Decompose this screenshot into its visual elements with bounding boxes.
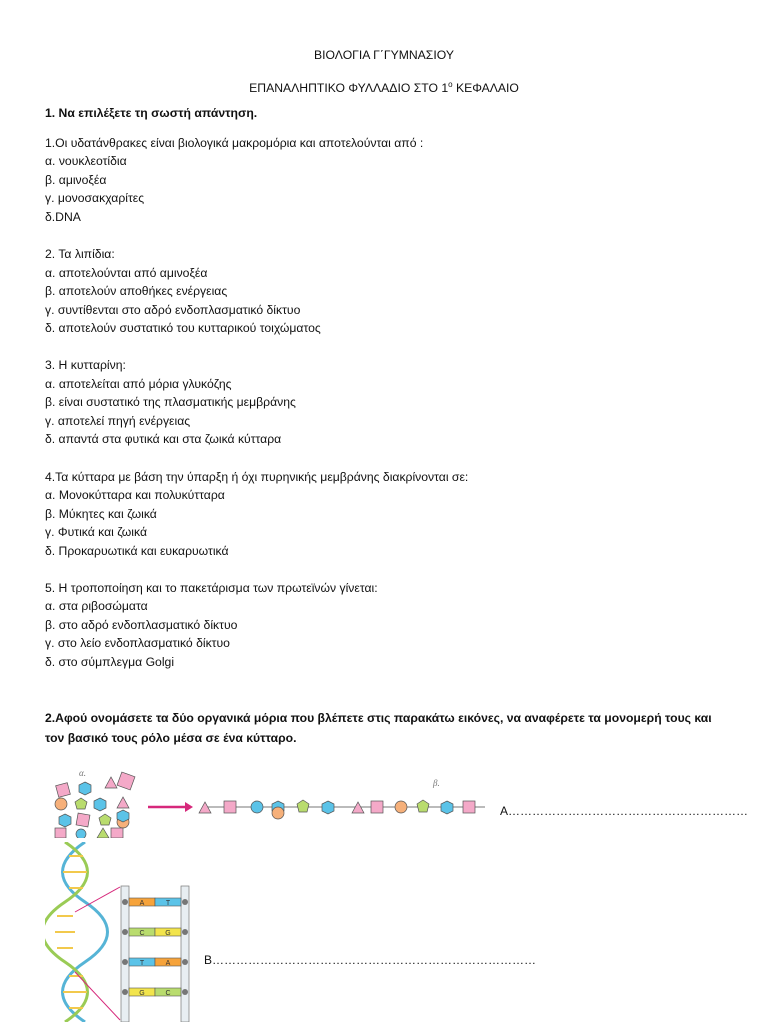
page-title: ΒΙΟΛΟΓΙΑ Γ΄ΓΥΜΝΑΣΙΟΥ [314, 48, 454, 62]
question-1: 1.Οι υδατάνθρακες είναι βιολογικά μακρομόρια και αποτελούνται από : [45, 136, 424, 150]
dna-double-helix [45, 842, 108, 1022]
polymer-chain [199, 800, 485, 819]
q2-option-b: β. αποτελούν αποθήκες ενέργειας [45, 284, 228, 298]
section1-heading: 1. Να επιλέξετε τη σωστή απάντηση. [45, 106, 258, 120]
answer-blank-a[interactable]: Α…………………………………………………… [500, 804, 749, 818]
monomer-cluster [55, 772, 135, 838]
dna-base-label: G [165, 930, 171, 937]
question-4: 4.Τα κύτταρα με βάση την ύπαρξη ή όχι πυρηνικής μεμβράνης διακρίνονται σε: [45, 470, 469, 484]
q1-option-a: α. νουκλεοτίδια [45, 154, 127, 168]
q4-option-a: α. Μονοκύτταρα και πολυκύτταρα [45, 488, 225, 502]
q3-option-c: γ. αποτελεί πηγή ενέργειας [45, 414, 191, 428]
dna-base-label: A [139, 900, 145, 907]
dna-ladder [121, 886, 189, 1022]
q2-option-a: α. αποτελούνται από αμινοξέα [45, 266, 208, 280]
q4-option-b: β. Μύκητες και ζωικά [45, 507, 157, 521]
section2-heading: 2.Αφού ονομάσετε τα δύο οργανικά μόρια που βλέπετε στις παρακάτω εικόνες, να αναφέρετε τα μονομερή τους και τον βασικό τους ρόλο μέσα σε ένα κύτταρο. [45, 711, 712, 745]
dna-base-label: A [165, 960, 171, 967]
dna-base-label: T [139, 960, 145, 967]
q2-option-d: δ. αποτελούν συστατικό του κυτταρικού τοιχώματος [45, 321, 321, 335]
polymer-figure [45, 762, 505, 838]
question-2: 2. Τα λιπίδια: [45, 247, 115, 261]
dna-base-label: C [165, 990, 171, 997]
q5-option-b: β. στο αδρό ενδοπλασματικό δίκτυο [45, 618, 238, 632]
q3-option-d: δ. απαντά στα φυτικά και στα ζωικά κύτταρα [45, 432, 282, 446]
dna-figure [45, 842, 195, 1022]
q5-option-c: γ. στο λείο ενδοπλασματικό δίκτυο [45, 636, 230, 650]
q1-option-c: γ. μονοσακχαρίτες [45, 191, 145, 205]
dna-base-label: T [165, 900, 171, 907]
q5-option-d: δ. στο σύμπλεγμα Golgi [45, 655, 175, 669]
q4-option-c: γ. Φυτικά και ζωικά [45, 525, 148, 539]
dna-base-label: G [139, 990, 145, 997]
q5-option-a: α. στα ριβοσώματα [45, 599, 148, 613]
figure-label-b: β. [433, 778, 440, 788]
dna-base-label: C [139, 930, 145, 937]
page-subtitle: ΕΠΑΝΑΛΗΠΤΙΚΟ ΦΥΛΛΑΔΙΟ ΣΤΟ $1^o$ ΚΕΦΑΛΑΙΟ [249, 80, 519, 96]
q2-option-c: γ. συντίθενται στο αδρό ενδοπλασματικό δίκτυο [45, 303, 301, 317]
q1-option-b: β. αμινοξέα [45, 173, 107, 187]
figure-label-a: α. [79, 768, 86, 778]
arrow-icon [148, 802, 193, 812]
q4-option-d: δ. Προκαρυωτικά και ευκαρυωτικά [45, 544, 229, 558]
answer-blank-b[interactable]: Β……………………………………………………………………… [204, 953, 537, 967]
question-3: 3. Η κυτταρίνη: [45, 358, 126, 372]
question-5: 5. Η τροποποίηση και το πακετάρισμα των πρωτεϊνών γίνεται: [45, 581, 378, 595]
q3-option-a: α. αποτελείται από μόρια γλυκόζης [45, 377, 232, 391]
q3-option-b: β. είναι συστατικό της πλασματικής μεμβράνης [45, 395, 296, 409]
q1-option-d: δ.DNA [45, 210, 81, 224]
